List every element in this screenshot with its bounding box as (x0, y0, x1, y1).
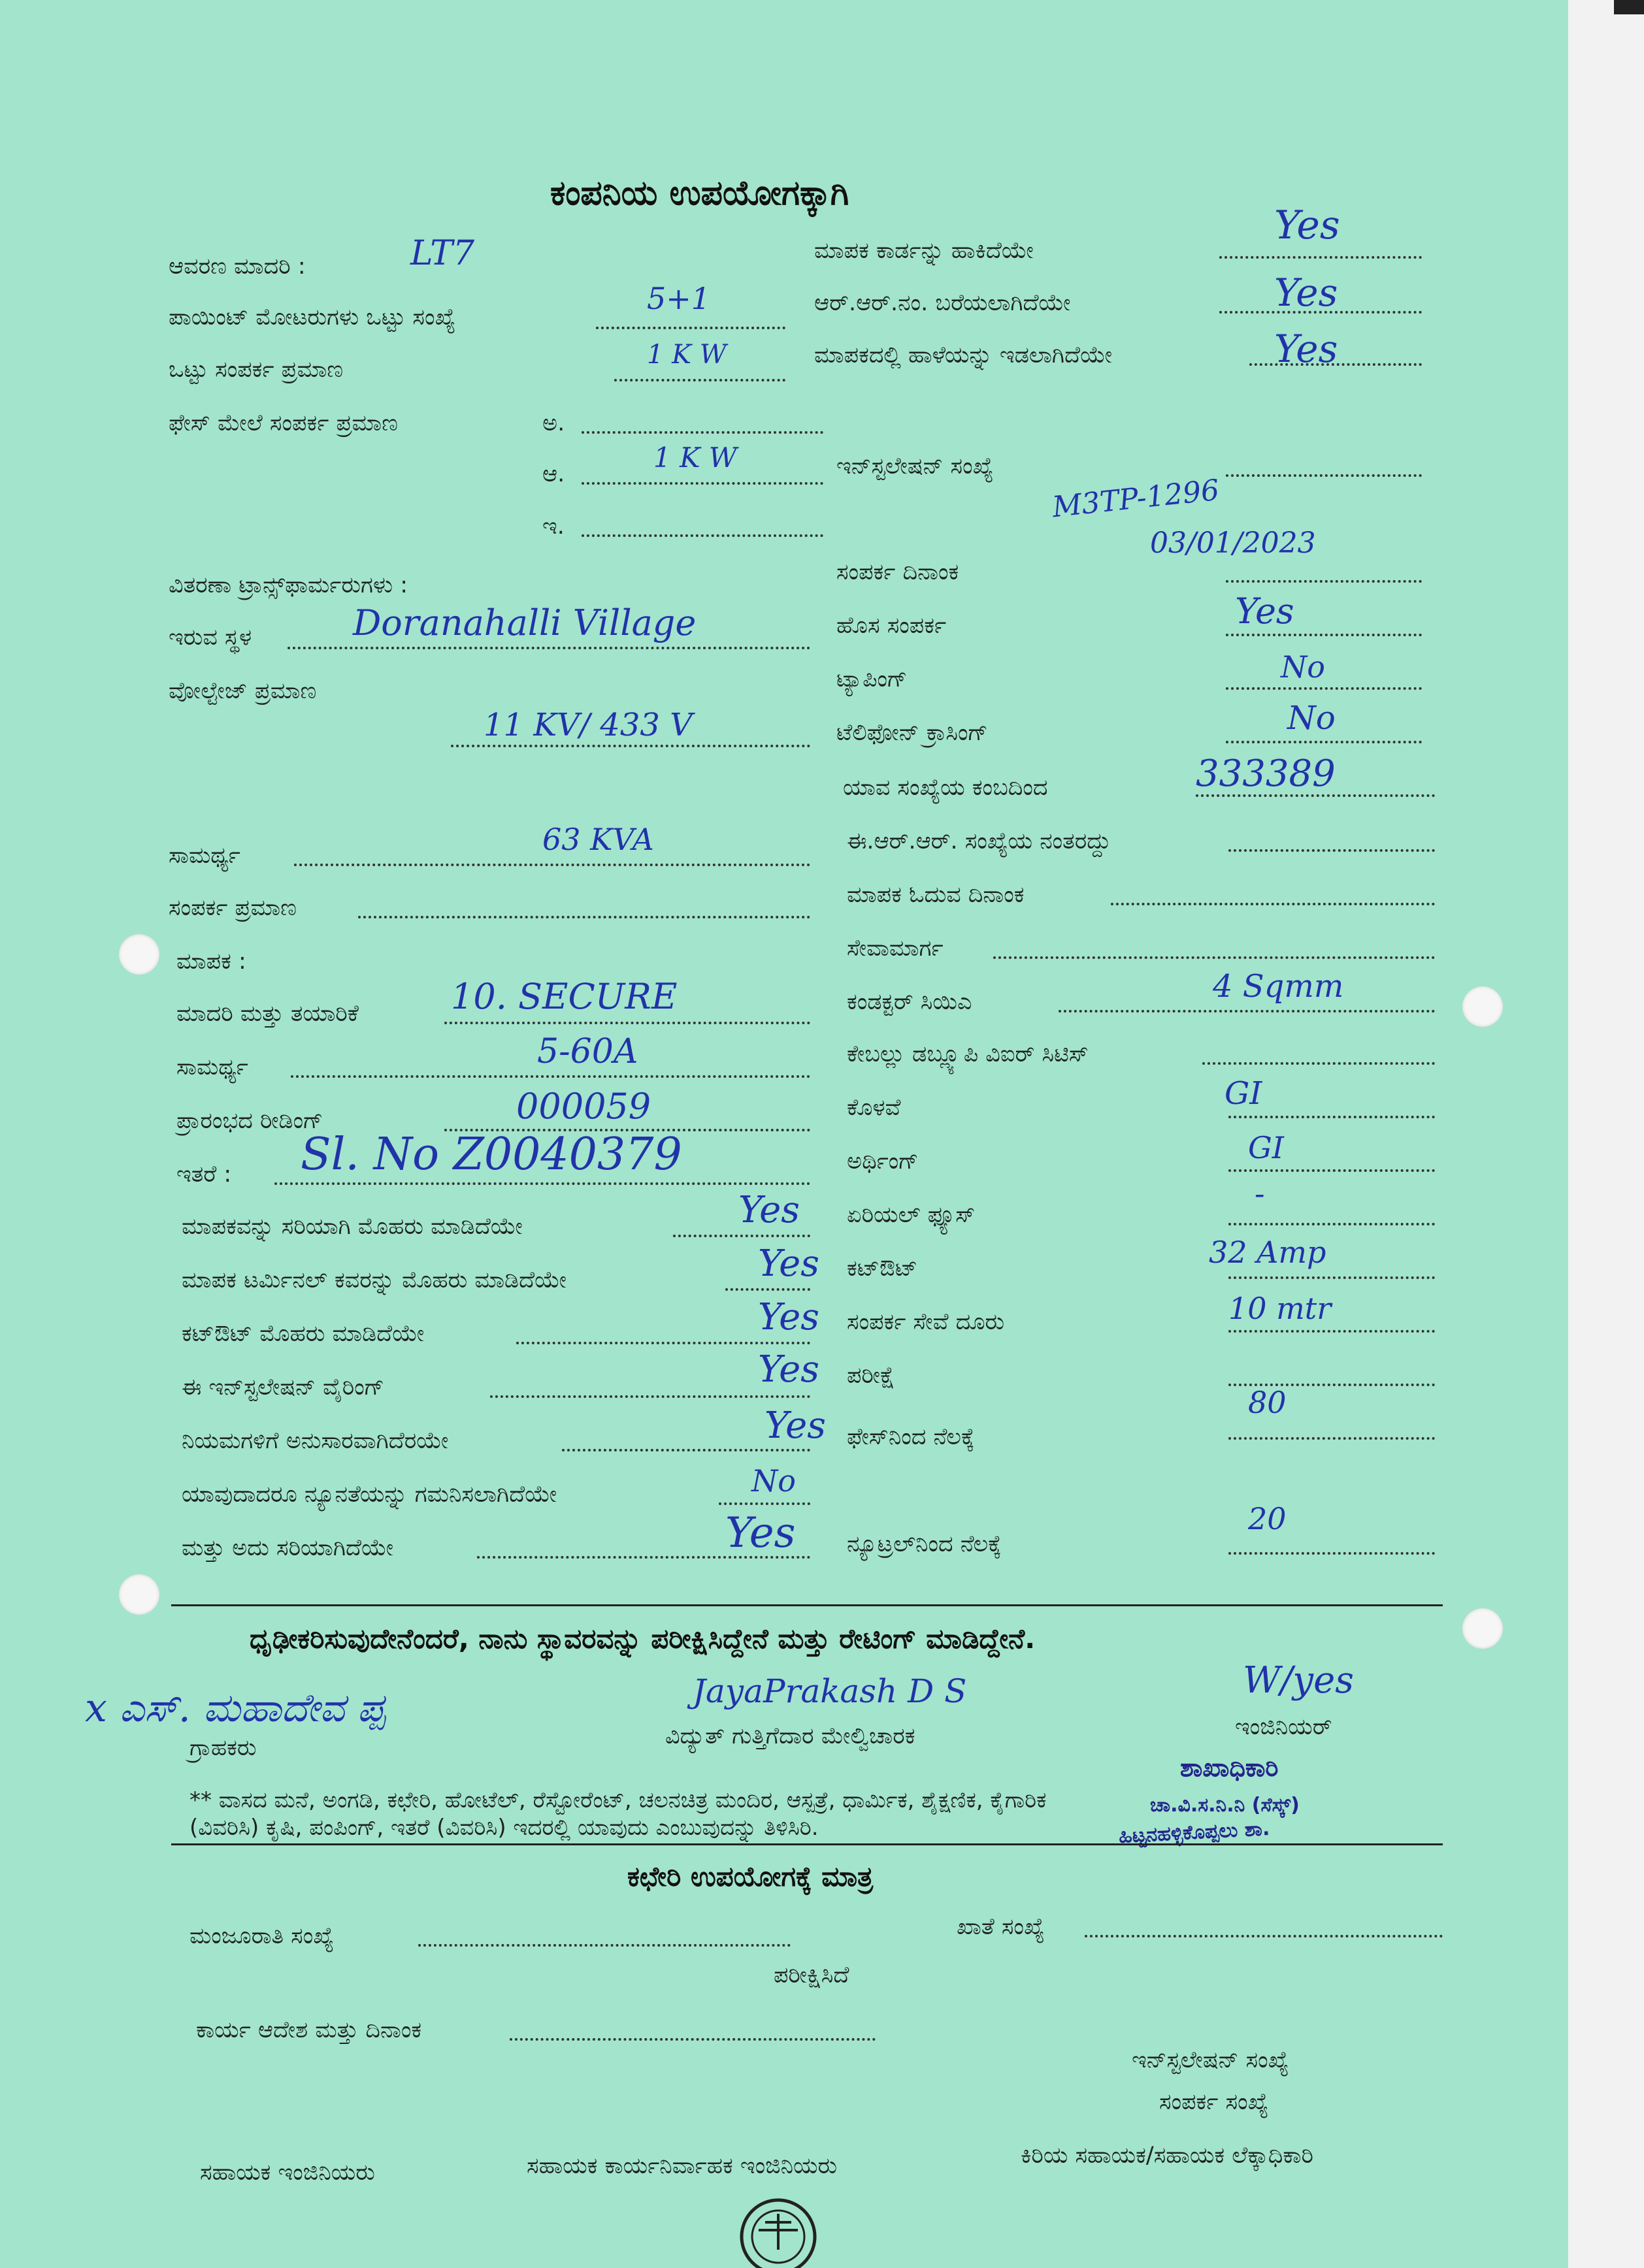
verified-label: ಪರೀಕ್ಷಿಸಿದೆ (774, 1962, 849, 1988)
scan-edge-mark (1614, 0, 1644, 14)
phase-a-line (582, 431, 823, 434)
terminal-sealed-line (725, 1288, 810, 1291)
note-line-1: ** ವಾಸದ ಮನೆ, ಅಂಗಡಿ, ಕಛೇರಿ, ಹೋಟೆಲ್, ರೆಸ್ಟೋರೆಂಟ್, ಚಲನಚಿತ್ರ ಮಂದಿರ, ಆಸ್ಪತ್ರೆ, ಧಾರ್ಮಿಕ, ಶೈಕ್ಷಣಿಕ, ಕೈಗಾರಿಕ (189, 1787, 1047, 1813)
sanction-no-label: ಮಂಜೂರಾತಿ ಸಂಖ್ಯೆ (189, 1923, 334, 1949)
connection-date-value: 03/01/2023 (1150, 526, 1316, 560)
work-order-label: ಕಾರ್ಯ ಆದೇಶ ಮತ್ತು ದಿನಾಂಕ (196, 2017, 422, 2043)
test-label: ಪರೀಕ್ಷೆ (847, 1363, 895, 1389)
neutral-earth-value: 20 (1248, 1501, 1287, 1536)
as-per-rules-label: ನಿಯಮಗಳಿಗೆ ಅನುಸಾರವಾಗಿದೆರಯೇ (182, 1428, 449, 1454)
service-distance-line (1228, 1330, 1435, 1333)
punch-hole (1462, 1608, 1503, 1649)
meter-sealed-value: Yes (738, 1189, 800, 1231)
voltage-value: 11 KV/ 433 V (484, 707, 693, 743)
service-distance-value: 10 mtr (1228, 1291, 1332, 1326)
conductor-size-label: ಕಂಡಕ್ಟರ್ ಸಿಯಿಎ (847, 989, 972, 1015)
phase-aa-value: 1 K W (653, 442, 737, 474)
ae-label: ಸಹಾಯಕ ಇಂಜಿನಿಯರು (200, 2160, 375, 2186)
sanction-no-line (418, 1944, 791, 1947)
engineer-label: ಇಂಜಿನಿಯರ್ (1235, 1714, 1332, 1740)
new-connection-value: Yes (1235, 591, 1294, 632)
meter-sheet-value: Yes (1274, 327, 1338, 371)
service-distance-label: ಸಂಪರ್ಕ ಸೇವೆ ದೂರು (847, 1309, 1005, 1335)
as-per-rules-line (562, 1449, 810, 1451)
voltage-line (451, 745, 810, 747)
tapping-value: No (1281, 649, 1325, 685)
installation-no-label: ಇನ್‌ಸ್ಟಲೇಷನ್ ಸಂಖ್ಯೆ (836, 453, 994, 479)
meter-sheet-label: ಮಾಪಕದಲ್ಲಿ ಹಾಳೆಯನ್ನು ಇಡಲಾಗಿದೆಯೇ (814, 342, 1113, 368)
capacity-value: 63 KVA (542, 822, 654, 857)
total-connection-value: 1 K W (647, 340, 727, 370)
cable-wp-label: ಕೇಬಲ್ಲು ಡಬ್ಲ್ಯೂಪಿ ವಿಐರ್ ಸಿಟಿಸ್ (847, 1041, 1089, 1067)
phase-aa-line (582, 482, 823, 485)
phase-i-label: ಇ. (542, 513, 565, 540)
pole-number-value: 333389 (1196, 753, 1336, 795)
avarana-value: LT7 (410, 234, 475, 273)
installation-wiring-value: Yes (758, 1348, 819, 1391)
conductor-size-value: 4 Sqmm (1213, 968, 1344, 1005)
contractor-label: ವಿದ್ಯುತ್ ಗುತ್ತಿಗೆದಾರ ಮೇಲ್ವಿಚಾರಕ (665, 1723, 915, 1749)
length-value: GI (1225, 1075, 1262, 1112)
meter-capacity-value: 5-60A (537, 1032, 638, 1071)
earthing-line (1228, 1169, 1435, 1172)
tapping-line (1226, 687, 1422, 690)
stamp-line-2: ಚಾ.ವಿ.ಸ.ನಿ.ನಿ (ಸೆಸ್ಕ್) (1150, 1794, 1300, 1817)
voltage-label: ವೋಲ್ಟೇಜ್ ಪ್ರಮಾಣ (169, 678, 317, 704)
defects-line (719, 1502, 810, 1505)
test-value: 80 (1248, 1385, 1287, 1420)
capacity-line (294, 864, 810, 866)
cutout-sealed-label: ಕಟ್‌ಔಟ್ ಮೊಹರು ಮಾಡಿದೆಯೇ (182, 1321, 425, 1347)
after-err-line (1228, 849, 1435, 852)
after-err-label: ಈ.ಆರ್.ಆರ್. ಸಂಖ್ಯೆಯ ನಂತರದ್ದು (847, 828, 1111, 854)
telephone-crossing-value: No (1287, 699, 1336, 737)
office-title: ಕಛೇರಿ ಉಪಯೋಗಕ್ಕೆ ಮಾತ್ರ (627, 1860, 874, 1892)
stamp-line-3: ಹಿಟ್ಟನಹಳ್ಳಿಕೊಪ್ಪಲು ಶಾ. (1118, 1817, 1271, 1849)
point-motors-label: ಪಾಯಿಂಟ್ ಮೋಟರುಗಳು ಒಟ್ಟು ಸಂಖ್ಯೆ (169, 304, 456, 331)
phase-a-label: ಅ. (542, 410, 565, 436)
engineer-signature: W/yes (1243, 1659, 1354, 1702)
earthing-label: ಅರ್ಥಿಂಗ್ (847, 1148, 919, 1174)
pole-number-label: ಯಾವ ಸಂಖ್ಯೆಯ ಕಂಬದಿಂದ (843, 775, 1048, 801)
cable-wp-line (1202, 1062, 1435, 1065)
seal-logo (736, 2191, 821, 2268)
scan-edge (1568, 0, 1644, 2268)
point-motors-line (596, 327, 785, 329)
aerial-fuse-value: - (1255, 1176, 1265, 1211)
connection-no-office-label: ಸಂಪರ್ಕ ಸಂಖ್ಯೆ (1159, 2089, 1269, 2115)
initial-reading-label: ಪ್ರಾರಂಭದ ರೀಡಿಂಗ್ (176, 1108, 323, 1134)
phase-i-line (582, 534, 823, 537)
as-per-rules-value: Yes (764, 1404, 826, 1447)
make-model-value: 10. SECURE (451, 976, 678, 1017)
others-label: ಇತರೆ : (176, 1161, 232, 1188)
jaa-label: ಕಿರಿಯ ಸಹಾಯಕ/ಸಹಾಯಕ ಲೆಕ್ಕಾಧಿಕಾರಿ (1021, 2143, 1313, 2169)
new-connection-label: ಹೊಸ ಸಂಪರ್ಕ (836, 613, 947, 639)
initial-reading-value: 000059 (516, 1086, 651, 1127)
punch-hole (119, 1574, 159, 1615)
total-connection-line (614, 379, 785, 381)
conductor-size-line (1059, 1010, 1435, 1012)
neutral-earth-label: ನ್ಯೂಟ್ರಲ್‌ನಿಂದ ನೆಲಕ್ಕೆ (847, 1531, 1002, 1557)
contractor-signature: JayaPrakash D S (693, 1672, 967, 1710)
account-no-line (1085, 1935, 1443, 1937)
meter-label: ಮಾಪಕ : (176, 948, 246, 975)
earthing-value: GI (1248, 1130, 1284, 1165)
punch-hole (1462, 986, 1503, 1027)
terminal-sealed-label: ಮಾಪಕ ಟರ್ಮಿನಲ್ ಕವರನ್ನು ಮೊಹರು ಮಾಡಿದೆಯೇ (182, 1267, 567, 1293)
connection-date-line (1226, 580, 1422, 583)
stamp-line-1: ಶಾಖಾಧಿಕಾರಿ (1180, 1753, 1279, 1782)
customer-label: ಗ್ರಾಹಕರು (189, 1735, 257, 1761)
connection-date-label: ಸಂಪರ್ಕ ದಿನಾಂಕ (836, 559, 959, 585)
cutout-label: ಕಟ್‌ಔಟ್ (847, 1256, 918, 1282)
phase-earth-line (1228, 1437, 1435, 1440)
point-motors-value: 5+1 (647, 281, 711, 316)
installation-wiring-line (490, 1395, 810, 1398)
meter-sealed-label: ಮಾಪಕವನ್ನು ಸರಿಯಾಗಿ ಮೊಹರು ಮಾಡಿದೆಯೇ (182, 1214, 523, 1240)
terminal-sealed-value: Yes (758, 1242, 819, 1285)
phase-connection-label: ಫೇಸ್ ಮೇಲೆ ಸಂಪರ್ಕ ಪ್ರಮಾಣ (169, 410, 398, 436)
telephone-crossing-label: ಟೆಲಿಫೋನ್ ಕ್ರಾಸಿಂಗ್ (836, 720, 988, 746)
customer-signature: x ಎಸ್. ಮಹಾದೇವ ಪ್ಪ (85, 1685, 386, 1731)
installation-wiring-label: ಈ ಇನ್‌ಸ್ಟಲೇಷನ್ ವೈರಿಂಗ್ (182, 1374, 385, 1401)
aee-label: ಸಹಾಯಕ ಕಾರ್ಯನಿರ್ವಾಹಕ ಇಂಜಿನಿಯರು (527, 2153, 838, 2179)
total-connection-label: ಒಟ್ಟು ಸಂಪರ್ಕ ಪ್ರಮಾಣ (169, 357, 344, 383)
installation-no-value: M3TP-1296 (1051, 473, 1221, 525)
account-no-label: ಖಾತೆ ಸಂಖ್ಯೆ (957, 1914, 1045, 1940)
length-label: ಕೊಳವೆ (847, 1095, 901, 1121)
meter-capacity-label: ಸಾಮರ್ಥ್ಯ (176, 1054, 248, 1080)
location-line (288, 647, 810, 649)
tapping-label: ಟ್ಯಾಪಿಂಗ್ (836, 666, 908, 692)
phase-earth-label: ಫೇಸ್‌ನಿಂದ ನೆಲಕ್ಕೆ (847, 1424, 975, 1450)
transformers-label: ವಿತರಣಾ ಟ್ರಾನ್ಸ್‌ಫಾರ್ಮರುಗಳು : (169, 572, 408, 598)
neutral-earth-line (1228, 1552, 1435, 1555)
new-connection-line (1226, 634, 1422, 636)
aerial-fuse-label: ಏರಿಯಲ್ ಫ್ಯೂಸ್ (847, 1202, 976, 1228)
location-label: ಇರುವ ಸ್ಥಳ (169, 624, 252, 651)
cutout-line (1228, 1276, 1435, 1279)
rr-no-value: Yes (1274, 270, 1338, 315)
meter-card-value: Yes (1274, 202, 1340, 248)
service-route-label: ಸೇವಾಮಾರ್ಗ (847, 935, 944, 962)
form-title: ಕಂಪನಿಯ ಉಪಯೋಗಕ್ಕಾಗಿ (550, 174, 849, 213)
meter-capacity-line (291, 1075, 810, 1078)
meter-reading-date-line (1111, 903, 1435, 905)
cutout-sealed-value: Yes (758, 1296, 819, 1338)
installation-no-line (1226, 474, 1422, 477)
is-correct-label: ಮತ್ತು ಅದು ಸರಿಯಾಗಿದೆಯೇ (182, 1535, 394, 1561)
make-model-label: ಮಾದರಿ ಮತ್ತು ತಯಾರಿಕೆ (176, 1001, 359, 1027)
installation-no-office-label: ಇನ್‌ಸ್ಟಲೇಷನ್ ಸಂಖ್ಯೆ (1132, 2047, 1289, 2073)
cutout-value: 32 Amp (1209, 1235, 1326, 1270)
defects-value: No (751, 1463, 796, 1498)
service-route-line (993, 956, 1435, 959)
meter-card-label: ಮಾಪಕ ಕಾರ್ಡನ್ನು ಹಾಕಿದೆಯೇ (814, 238, 1034, 264)
office-rule (171, 1843, 1443, 1845)
connection-amount-label: ಸಂಪರ್ಕ ಪ್ರಮಾಣ (169, 895, 297, 921)
punch-hole (119, 934, 159, 975)
note-line-2: (ವಿವರಿಸಿ) ಕೃಷಿ, ಪಂಪಿಂಗ್, ಇತರೆ (ವಿವರಿಸಿ) ಇದರಲ್ಲಿ ಯಾವುದು ಎಂಬುವುದನ್ನು ತಿಳಿಸಿರಿ. (189, 1815, 819, 1841)
work-order-line (510, 2038, 876, 2041)
others-value: Sl. No Z0040379 (301, 1129, 682, 1180)
declaration-rule-top (171, 1604, 1443, 1606)
meter-sealed-line (673, 1235, 810, 1237)
others-line (274, 1182, 810, 1185)
avarana-label: ಆವರಣ ಮಾದರಿ : (169, 253, 306, 280)
phase-aa-label: ಆ. (542, 461, 565, 487)
length-line (1228, 1116, 1435, 1118)
telephone-crossing-line (1226, 741, 1422, 743)
is-correct-value: Yes (725, 1509, 796, 1557)
capacity-label: ಸಾಮರ್ಥ್ಯ (169, 843, 240, 869)
meter-card-line (1219, 256, 1422, 259)
rr-no-label: ಆರ್.ಆರ್.ನಂ. ಬರೆಯಲಾಗಿದೆಯೇ (814, 290, 1071, 316)
cutout-sealed-line (516, 1342, 810, 1344)
meter-reading-date-label: ಮಾಪಕ ಓದುವ ದಿನಾಂಕ (847, 882, 1025, 908)
declaration-text: ಧೃಢೀಕರಿಸುವುದೇನೆಂದರೆ, ನಾನು ಸ್ಥಾವರವನ್ನು ಪರೀಕ್ಷಿಸಿದ್ದೇನೆ ಮತ್ತು ರೇಟಿಂಗ್ ಮಾಡಿದ್ದೇನೆ. (250, 1623, 1036, 1655)
make-model-line (444, 1022, 810, 1024)
location-value: Doranahalli Village (353, 602, 697, 643)
connection-amount-line (358, 916, 810, 918)
aerial-fuse-line (1228, 1223, 1435, 1225)
defects-label: ಯಾವುದಾದರೂ ನ್ಯೂನತೆಯನ್ನು ಗಮನಿಸಲಾಗಿದೆಯೇ (182, 1482, 557, 1508)
